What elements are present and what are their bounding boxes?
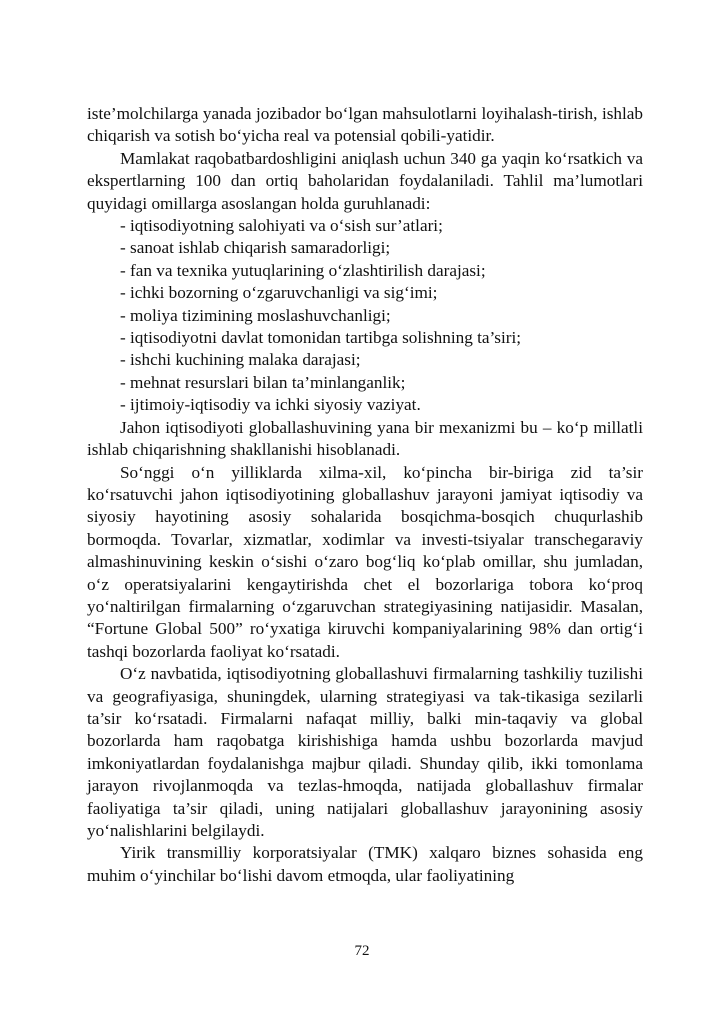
list-item: - ijtimoiy-iqtisodiy va ichki siyosiy vaziyat. — [120, 395, 421, 415]
page-number: 72 — [354, 943, 370, 959]
list-item: - sanoat ishlab chiqarish samaradorligi; — [120, 238, 391, 258]
list-item: - mehnat resurslari bilan ta’minlanganlik; — [120, 372, 406, 392]
list-item: - ishchi kuchining malaka darajasi; — [120, 350, 361, 370]
list-item: - moliya tizimining moslashuvchanligi; — [120, 305, 391, 325]
list-item: - fan va texnika yutuqlarining o‘zlashtirilish darajasi; — [120, 260, 486, 280]
paragraph-mechanism: Jahon iqtisodiyoti globallashuvining yana bir mexanizmi bu – ko‘p millatli ishlab chiqarishning shakllanishi hisoblanadi. — [87, 417, 643, 460]
paragraph-continuation: iste’molchilarga yanada jozibador bo‘lgan mahsulotlarni loyihalash-tirish, ishlab chiqarish va sotish bo‘yicha real va potensial qobili-yatidir. — [87, 104, 643, 146]
page-body — [87, 103, 643, 887]
paragraph-firm-impact: O‘z navbatida, iqtisodiyotning globallashuvi firmalarning tashkiliy tuzilishi va geografiyasiga, shuningdek, ularning strategiyasi va tak-tikasiga sezilarli ta’sir ko‘rsatadi. Firmalarni nafaqat milliy, balki min-taqaviy va global bozorlarda ham raqobatga kirishishiga hamda ushbu bozorlarda mavjud imkoniyatlardan foydalanishga majbur qiladi. Shunday qilib, ikki tomonlama jarayon rivojlanmoqda va tezlas-hmoqda, natijada globallashuv firmalar faoliyatiga ta’sir qiladi, uning natijalari globallashuv jarayonining asosiy yo‘nalishlarini belgilaydi. — [87, 664, 643, 840]
paragraph-globalization-process: So‘nggi o‘n yilliklarda xilma-xil, ko‘pincha bir-biriga zid ta’sir ko‘rsatuvchi jahon iqtisodiyotining globallashuv jarayoni jamiyat iqtisodiy va siyosiy hayotining asosiy sohalarida bosqichma-bosqich chuqurlashib bormoqda. Tovarlar, xizmatlar, xodimlar va investi-tsiyalar transchegaraviy almashinuvining keskin o‘sishi o‘zaro bog‘liq ko‘plab omillar, shu jumladan, o‘z operatsiyalarini kengaytirishda chet el bozorlariga tobora ko‘proq yo‘naltirilgan firmalarning o‘zgaruvchan strategiyasining natijasidir. Masalan, “Fortune Global 500” ro‘yxatiga kiruvchi kompaniyalarining 98% dan ortig‘i tashqi bozorlarda faoliyat ko‘rsatadi. — [87, 462, 643, 661]
list-item: - iqtisodiyotning salohiyati va o‘sish sur’atlari; — [120, 216, 443, 236]
list-item: - iqtisodiyotni davlat tomonidan tartibga solishning ta’siri; — [120, 328, 522, 348]
paragraph-tmk: Yirik transmilliy korporatsiyalar (TMK) xalqaro biznes sohasida eng muhim o‘yinchilar bo‘lishi davom etmoqda, ular faoliyatining — [87, 843, 643, 885]
paragraph-competitiveness: Mamlakat raqobatbardoshligini aniqlash uchun 340 ga yaqin ko‘rsatkich va ekspertlarning 100 dan ortiq baholaridan foydalaniladi. Tahlil ma’lumotlari quyidagi omillarga asoslangan holda guruhlanadi: — [87, 148, 643, 213]
list-item: - ichki bozorning o‘zgaruvchanligi va sig‘imi; — [120, 283, 438, 303]
factors-list — [87, 215, 643, 417]
